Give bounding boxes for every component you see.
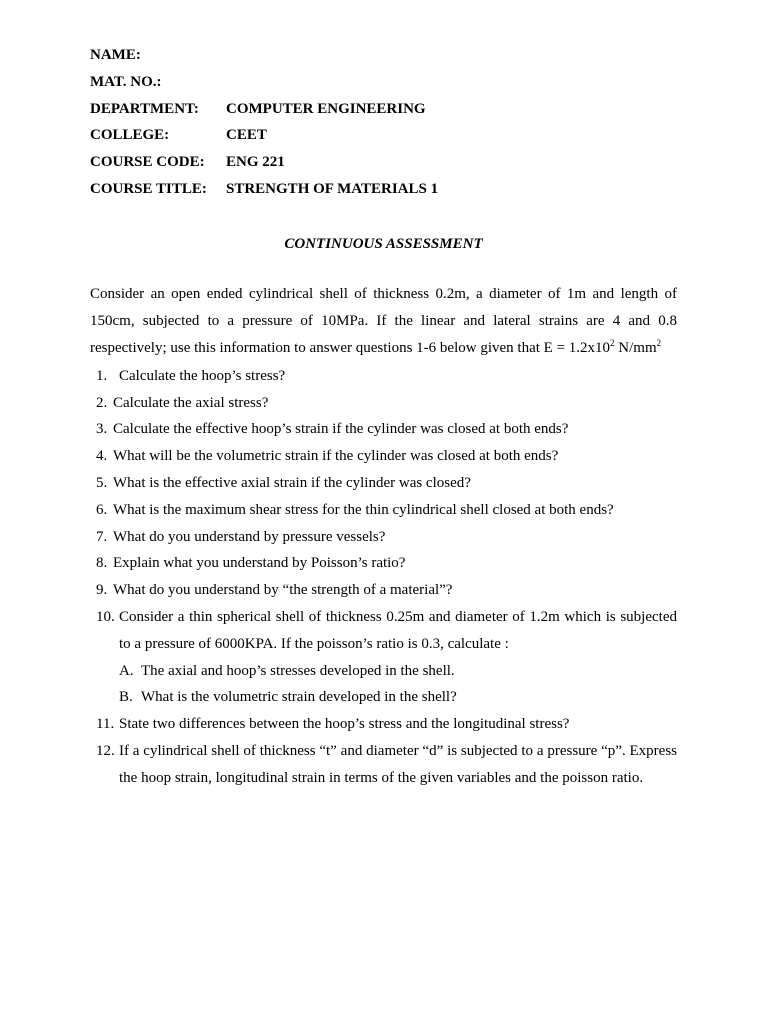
header-label: DEPARTMENT: bbox=[90, 100, 199, 117]
header-row-mat-no bbox=[90, 71, 677, 98]
question-text: Calculate the hoop’s stress? bbox=[119, 367, 286, 384]
header-value: ENG 221 bbox=[226, 154, 285, 171]
header-block bbox=[90, 44, 677, 205]
question-number: 7. bbox=[96, 528, 108, 545]
question-number: 1. bbox=[96, 367, 108, 384]
header-label: MAT. NO.: bbox=[90, 73, 162, 90]
question-text: State two differences between the hoop’s stress and the longitudinal stress? bbox=[119, 716, 570, 733]
document-title: CONTINUOUS ASSESSMENT bbox=[284, 235, 483, 252]
question-text: Calculate the axial stress? bbox=[113, 394, 269, 411]
header-label: COURSE CODE: bbox=[90, 154, 205, 171]
question-number: 4. bbox=[96, 448, 108, 465]
header-label: COLLEGE: bbox=[90, 127, 170, 144]
question-number: 11. bbox=[96, 716, 115, 733]
question-text: If a cylindrical shell of thickness “t” and diameter “d” is subjected to a pressure “p”. Express the hoop strain, longitudinal strain in terms of the given variables and the poisson ratio. bbox=[119, 742, 677, 786]
question-item bbox=[90, 470, 677, 497]
question-text: What is the maximum shear stress for the thin cylindrical shell closed at both ends? bbox=[113, 501, 614, 518]
sub-question-item bbox=[90, 684, 677, 711]
sub-question-item bbox=[90, 658, 677, 685]
header-label: NAME: bbox=[90, 47, 141, 63]
unit-exponent: 2 bbox=[656, 337, 662, 348]
intro-paragraph bbox=[90, 281, 677, 362]
question-text: What do you understand by pressure vessels? bbox=[113, 528, 386, 545]
unit-text: N/mm bbox=[614, 339, 657, 356]
header-row-course-title bbox=[90, 178, 677, 205]
question-item bbox=[90, 416, 677, 443]
header-value bbox=[226, 44, 677, 71]
exponent: 2 bbox=[610, 337, 615, 348]
question-item bbox=[90, 604, 677, 658]
question-item bbox=[90, 738, 677, 792]
question-text: What will be the volumetric strain if the cylinder was closed at both ends? bbox=[113, 448, 559, 465]
header-label: COURSE TITLE: bbox=[90, 180, 207, 197]
header-value: CEET bbox=[226, 127, 267, 144]
question-number: 9. bbox=[96, 582, 108, 599]
question-text: Calculate the effective hoop’s strain if the cylinder was closed at both ends? bbox=[113, 421, 569, 438]
question-text: Consider a thin spherical shell of thickness 0.25m and diameter of 1.2m which is subjected to a pressure of 6000KPA. If the poisson’s ratio is 0.3, calculate : bbox=[119, 608, 677, 652]
header-value: STRENGTH OF MATERIALS 1 bbox=[226, 180, 439, 197]
header-value: COMPUTER ENGINEERING bbox=[226, 100, 426, 117]
header-row-course-code bbox=[90, 151, 677, 178]
question-number: 8. bbox=[96, 555, 108, 572]
header-value bbox=[226, 71, 677, 98]
question-item bbox=[90, 577, 677, 604]
question-item bbox=[90, 550, 677, 577]
question-number: 5. bbox=[96, 474, 108, 491]
sub-question-letter: A. bbox=[119, 662, 134, 679]
header-row-department bbox=[90, 98, 677, 125]
question-number: 10. bbox=[96, 608, 115, 625]
question-item bbox=[90, 711, 677, 738]
header-row-name bbox=[90, 44, 677, 71]
question-number: 2. bbox=[96, 394, 108, 411]
sub-question-text: What is the volumetric strain developed in the shell? bbox=[141, 689, 457, 706]
question-item bbox=[90, 390, 677, 417]
question-item bbox=[90, 363, 677, 390]
sub-question-letter: B. bbox=[119, 689, 133, 706]
question-text: Explain what you understand by Poisson’s ratio? bbox=[113, 555, 406, 572]
question-text: What do you understand by “the strength of a material”? bbox=[113, 582, 453, 599]
sub-question-text: The axial and hoop’s stresses developed in the shell. bbox=[141, 662, 455, 679]
question-item bbox=[90, 497, 677, 524]
document-page bbox=[90, 44, 677, 792]
question-list bbox=[90, 363, 677, 792]
question-number: 6. bbox=[96, 501, 108, 518]
header-row-college bbox=[90, 124, 677, 151]
question-item bbox=[90, 443, 677, 470]
question-number: 12. bbox=[96, 742, 115, 759]
question-text: What is the effective axial strain if the cylinder was closed? bbox=[113, 474, 471, 491]
question-item bbox=[90, 524, 677, 551]
question-number: 3. bbox=[96, 421, 108, 438]
intro-text: Consider an open ended cylindrical shell of thickness 0.2m, a diameter of 1m and length of 150cm, subjected to a pressure of 10MPa. If the linear and lateral strains are 4 and 0.8 respectively; use this information to answer questions 1-6 below given that E = 1.2x10 bbox=[90, 285, 677, 356]
